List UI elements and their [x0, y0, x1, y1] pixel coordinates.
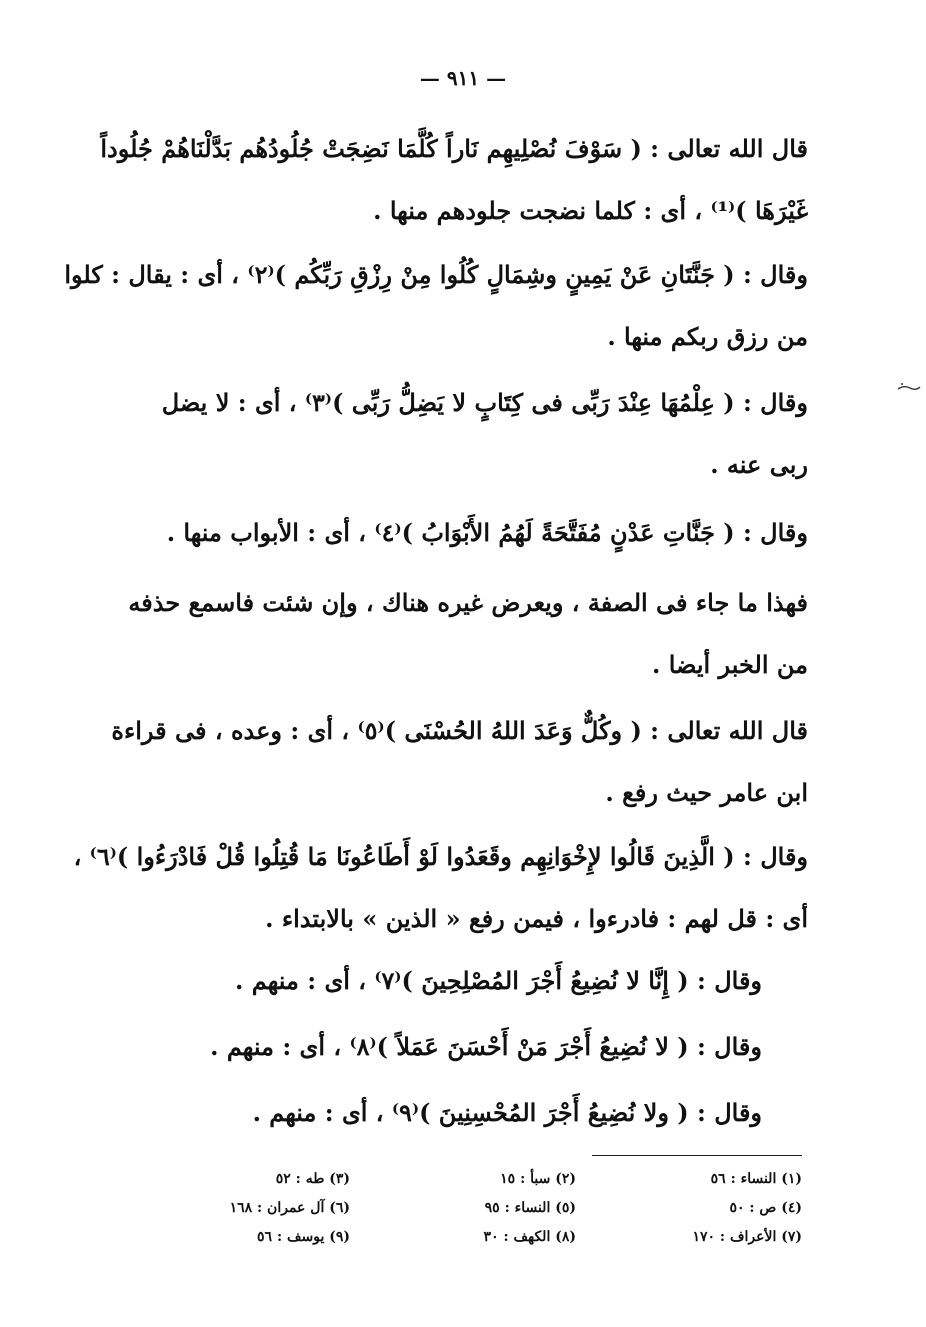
- paragraph-7: [73, 826, 808, 950]
- paragraph-10: [122, 1082, 762, 1144]
- paragraph-6: [111, 700, 808, 824]
- footnote-5: (٥) النساء : ٩٥: [484, 1200, 576, 1216]
- footnote-3: (٣) طه : ٥٢: [275, 1171, 350, 1187]
- text-line: وقال : ( جَنَّتَانِ عَنْ يَمِينٍ وشِمَالٍ كُلُوا مِنْ رِزْقِ رَبِّكُم )⁽٢⁾ ، أى : يقال : كلوا: [64, 260, 808, 289]
- paragraph-1: [100, 118, 808, 242]
- text-line: ابن عامر حيث رفع .: [605, 778, 808, 807]
- text-line: وقال : ( جَنَّاتِ عَدْنٍ مُفَتَّحَةً لَهُمُ الأَبْوَابُ )⁽٤⁾ ، أى : الأبواب منها .: [166, 518, 808, 547]
- text-line: قال الله تعالى : ( سَوْفَ نُصْلِيهِم نَاراً كُلَّمَا نَضِجَتْ جُلُودُهُم بَدَّلْنَاهُمْ جُلُوداً: [100, 134, 808, 163]
- paragraph-4: [128, 502, 808, 564]
- footnote-6: (٦) آل عمران : ١٦٨: [229, 1200, 350, 1216]
- footnote-8: (٨) الكهف : ٣٠: [483, 1229, 576, 1245]
- footnote-4: (٤) ص : ٥٠: [729, 1200, 802, 1216]
- footnote-1: (١) النساء : ٥٦: [710, 1171, 802, 1187]
- footnote-row: [122, 1165, 802, 1194]
- text-line: وقال : ( لا نُضِيعُ أَجْرَ مَنْ أَحْسَنَ عَمَلاً )⁽٨⁾ ، أى : منهم .: [210, 1032, 762, 1061]
- paragraph-9: [122, 1016, 762, 1078]
- text-line: ربى عنه .: [710, 450, 808, 479]
- text-line: من رزق ربكم منها .: [607, 322, 808, 351]
- margin-ink-mark: [896, 380, 922, 394]
- text-line: وقال : ( إِنَّا لا نُضِيعُ أَجْرَ المُصْلِحِينَ )⁽٧⁾ ، أى : منهم .: [235, 966, 762, 995]
- paragraph-3: [128, 372, 808, 496]
- text-line: قال الله تعالى : ( وكُلٌّ وَعَدَ اللهُ الحُسْنَى )⁽٥⁾ ، أى : وعده ، فى قراءة: [111, 716, 808, 745]
- footnote-7: (٧) الأعراف : ١٧٠: [692, 1229, 802, 1245]
- footnote-2: (٢) سبأ : ١٥: [500, 1171, 576, 1187]
- paragraph-5: [128, 572, 808, 696]
- text-line: وقال : ( الَّذِينَ قَالُوا لإِخْوَانِهِم وقَعَدُوا لَوْ أَطَاعُونَا مَا قُتِلُوا قُلْ فَادْرَءُوا )⁽٦⁾ ،: [73, 842, 808, 871]
- footnote-divider: [592, 1155, 802, 1156]
- text-line: وقال : ( عِلْمُهَا عِنْدَ رَبِّى فى كِتَابٍ لا يَضِلُّ رَبِّى )⁽٣⁾ ، أى : لا يضل: [161, 388, 808, 417]
- text-line: من الخبر أيضا .: [652, 650, 808, 679]
- footnote-row: [122, 1223, 802, 1252]
- text-line: أى : قل لهم : فادرءوا ، فيمن رفع « الذين » بالابتداء .: [265, 904, 808, 933]
- footnote-row: [122, 1194, 802, 1223]
- footnote-9: (٩) يوسف : ٥٦: [257, 1229, 350, 1245]
- text-line: فهذا ما جاء فى الصفة ، ويعرض غيره هناك ، وإن شئت فاسمع حذفه: [128, 588, 808, 617]
- page-number: — ٩١١ —: [419, 66, 507, 90]
- paragraph-2: [64, 244, 808, 368]
- text-line: غَيْرَهَا )⁽¹⁾ ، أى : كلما نضجت جلودهم منها .: [373, 196, 808, 225]
- paragraph-8: [122, 950, 762, 1012]
- footnotes: [122, 1165, 802, 1252]
- text-line: وقال : ( ولا نُضِيعُ أَجْرَ المُحْسِنِينَ )⁽٩⁾ ، أى : منهم .: [252, 1098, 762, 1127]
